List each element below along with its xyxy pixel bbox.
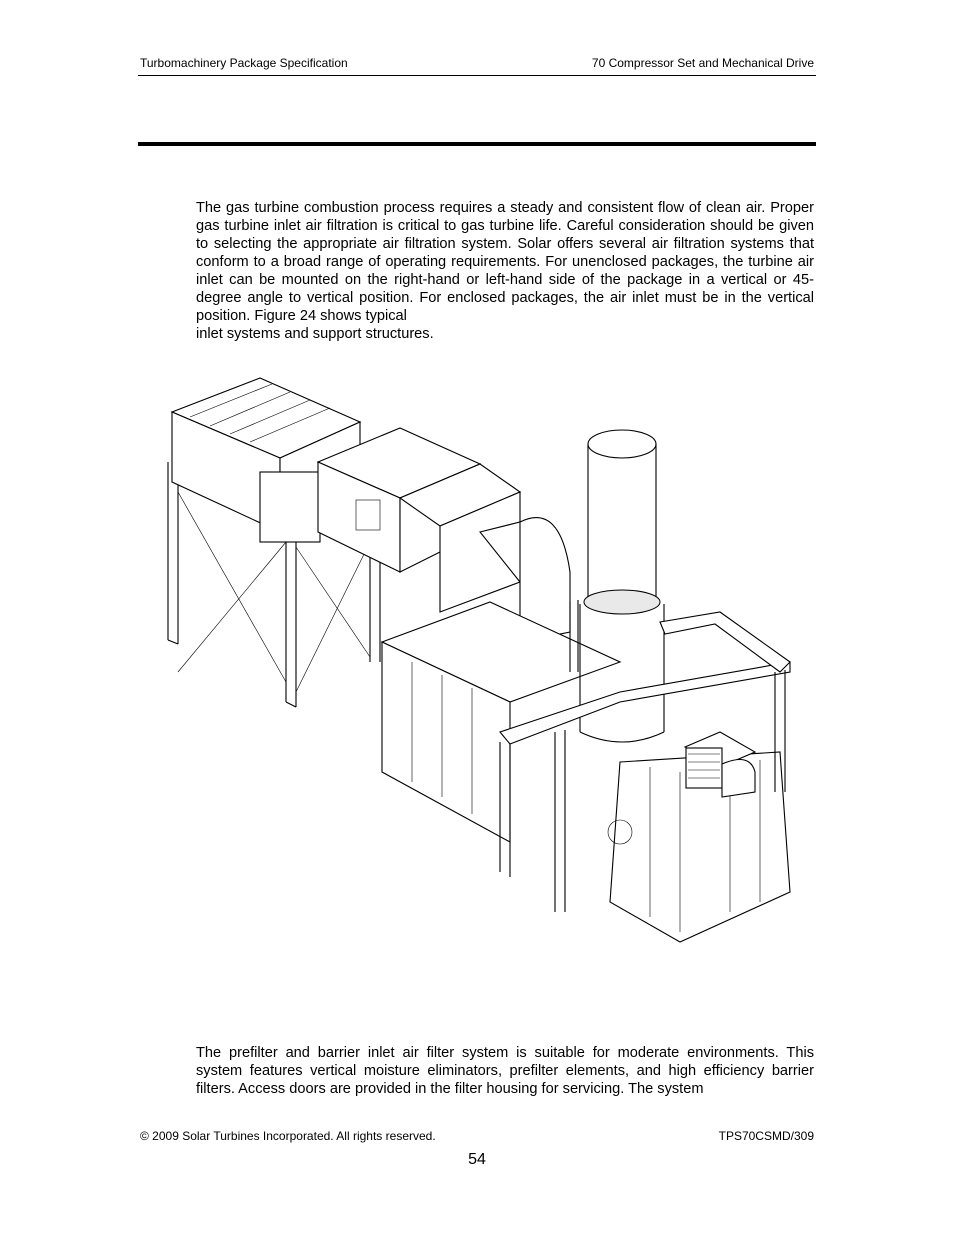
- intro-paragraph-last-line: inlet systems and support structures.: [196, 326, 434, 342]
- page-number: 54: [468, 1151, 486, 1168]
- header-section: 70 Compressor Set and Mechanical Drive: [591, 56, 814, 70]
- turbine-inlet-system-drawing: [160, 372, 800, 944]
- inlet-duct: [318, 428, 570, 642]
- header-divider: [138, 75, 816, 76]
- prefilter-paragraph: The prefilter and barrier inlet air filter system is suitable for moderate environments. This system features vertical moisture eliminators, prefilter elements, and high efficiency barrier filters. Access doors are provided in the filter housing for servicing. The system: [196, 1045, 814, 1097]
- document-code: TPS70CSMD/309: [718, 1129, 814, 1143]
- intro-paragraph: The gas turbine combustion process requires a steady and consistent flow of clean air. Proper gas turbine inlet air filtration is critical to gas turbine life. Careful consideration should be given to selecting the appropriate air filtration system. Solar offers several air filtration systems that conform to a broad range of operating requirements. For unenclosed packages, the turbine air inlet can be mounted on the right-hand or left-hand side of the package in a vertical or 45-degree angle to vertical position. For enclosed packages, the air inlet must be in the vertical position. Figure 24 shows typical: [196, 200, 814, 324]
- section-divider: [138, 142, 816, 146]
- copyright: © 2009 Solar Turbines Incorporated. All rights reserved.: [140, 1129, 436, 1143]
- header-title: Turbomachinery Package Specification: [140, 56, 348, 70]
- louver-vent: [685, 732, 755, 797]
